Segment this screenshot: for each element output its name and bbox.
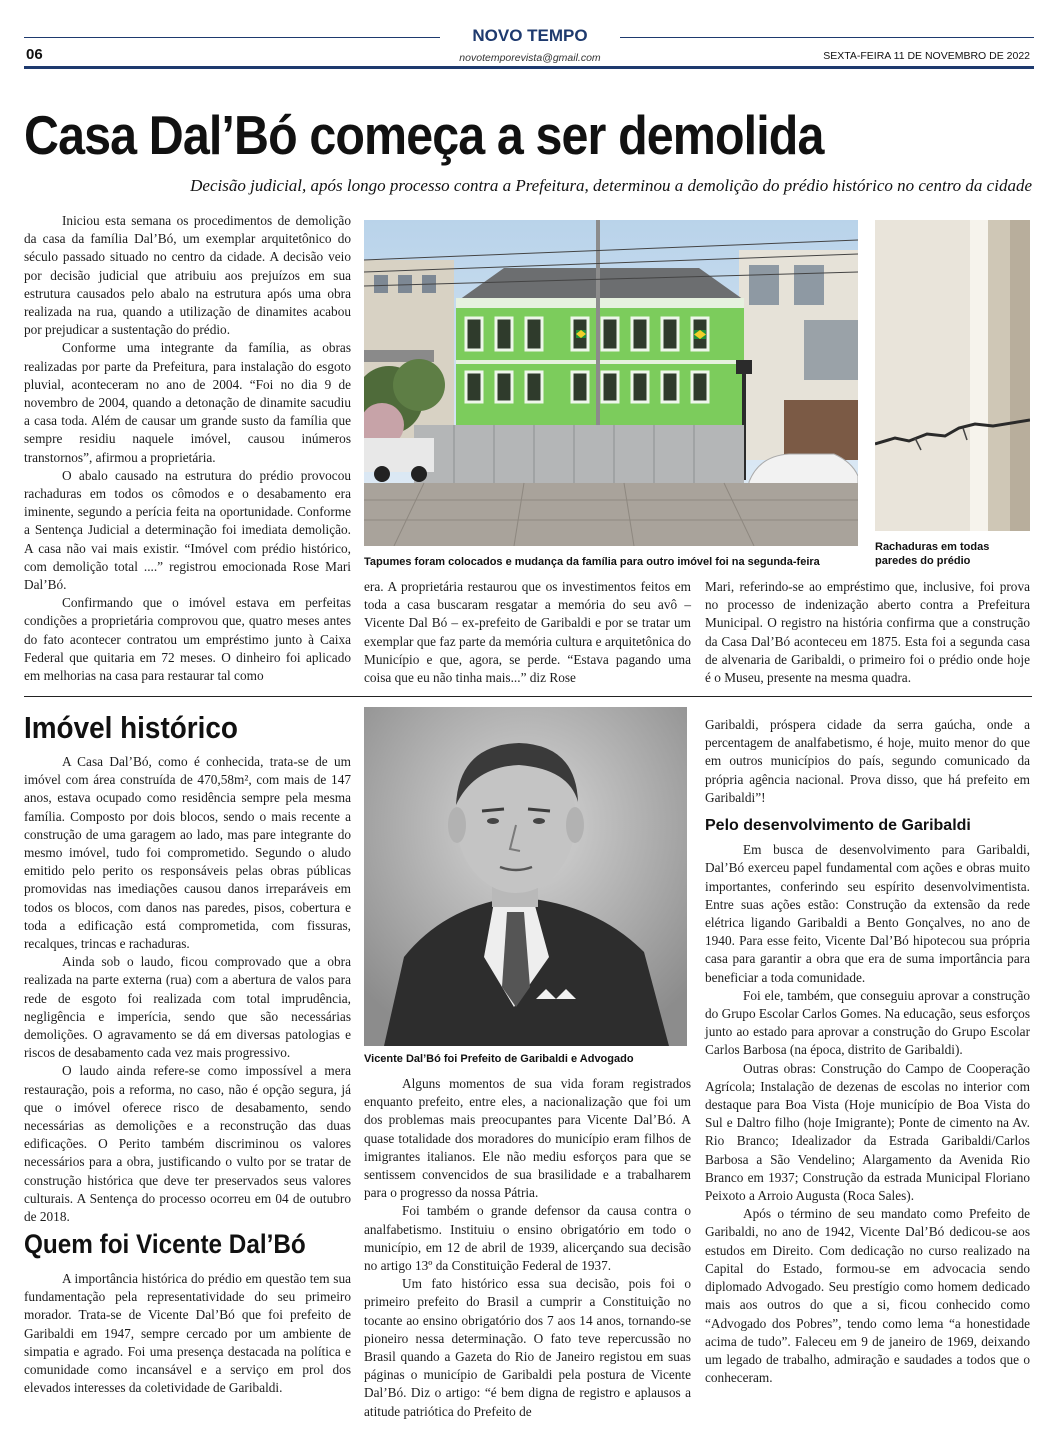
issue-date: SEXTA-FEIRA 11 DE NOVEMBRO DE 2022	[823, 50, 1030, 62]
article-paragraph: Outras obras: Construção do Campo de Cooperação Agrícola; Instalação de dezenas de escolas no interior com destaque para Boa Vista (Hoje município de Boa Vista do Sul e Daltro filho (hoje Imigrante); Ponte de cimento na Av. Rio Branco; Idealizador da Estrada Garibaldi/Carlos Barbosa a São Vendelino; Alargamento da Avenida Rio Branco em 1937; Construção da estrada Municipal Floriano Peixoto a Arroio Augusta (Roca Sales).	[705, 1060, 1030, 1204]
article-column-2	[364, 578, 691, 687]
article-paragraph: Garibaldi, próspera cidade da serra gaúcha, onde a percentagem de analfabetismo, é hoje, muito menor do que em outros municípios do país, segundo comunicado da própria agência nacional. Prova disso, que há prefeito em Garibaldi”!	[705, 717, 1030, 805]
portrait-caption: Vicente Dal’Bó foi Prefeito de Garibaldi e Advogado	[364, 1053, 634, 1065]
crack-photo	[875, 220, 1030, 531]
middle-column	[364, 1075, 691, 1421]
article-paragraph: Foi ele, também, que conseguiu aprovar a construção do Grupo Escolar Carlos Gomes. Na educação, seus esforços junto ao estado para aprovar a construção do Grupo Escolar Carlos Barbosa (na época, distrito de Garibaldi).	[705, 987, 1030, 1058]
subheading-desenvolvimento: Pelo desenvolvimento de Garibaldi	[705, 817, 971, 835]
article-paragraph: Alguns momentos de sua vida foram registrados enquanto prefeito, entre eles, a nacionalização que foi um dos problemas mais preocupantes para Vicente Dal’Bó. A quase totalidade dos moradores do município eram filhos de imigrantes italianos. Ele não mediu esforços para que se sentissem convencidos de sua brasilidade e a trabalharem para o progresso da nossa Pátria.	[364, 1076, 691, 1201]
article-paragraph: Em busca de desenvolvimento para Garibaldi, Dal’Bó exerceu papel fundamental com ações e obras muito importantes, conferindo seu espírito desenvolvimentista. Entre suas ações estão: Construção da extensão da rede elétrica ligando Garibaldi a Bento Gonçalves, no ano de 1940. Para esse feito, Vicente Dal’Bó hipotecou sua própria casa para garantir a obra que era de suma importância para beneficiar a toda comunidade.	[705, 842, 1030, 985]
article-paragraph: A importância histórica do prédio em questão tem sua fundamentação pela representatividade do seu primeiro morador. Trata-se de Vicente Dal’Bó que foi prefeito de Garibaldi em 1947, sempre cercado por um ambiente de simpatia e agrado. Foi uma presença destacada na política e comunidade como incansável e a serviço em prol dos elevados interesses da coletividade de Garibaldi.	[24, 1271, 351, 1396]
article-paragraph: Mari, referindo-se ao empréstimo que, inclusive, foi prova no processo de indenização aberto contra a Prefeitura Municipal. O registro na história confirma que a construção da Casa Dal’Bó aconteceu em 1875. Esta foi a segunda casa de alvenaria de Garibaldi, o primeiro foi o prédio onde hoje é o Museu, presente na mesma quadra.	[705, 579, 1030, 686]
article-paragraph: A Casa Dal’Bó, como é conhecida, trata-se de um imóvel com área construída de 470,58m², com mais de 147 anos, estava ocupado como residência sempre pela mesma família. Composto por dois blocos, sendo o mais recente a construção de uma garagem ao lado, mas pare integrante do mesmo imóvel, tudo foi comprometido. Segundo o aludo emitido pelo perito os responsáveis pelas obras públicas promovidas nas imediações causou danos irreparáveis em todos os blocos, com danos nas paredes, pisos, cobertura e toda a edificação está comprometida, com fissuras, recalques, trincas e rachaduras.	[24, 754, 351, 952]
right-column	[705, 716, 1030, 1387]
article-headline: Casa Dal’Bó começa a ser demolida	[24, 104, 824, 166]
quem-column	[24, 1270, 351, 1397]
article-paragraph: Confirmando que o imóvel estava em perfeitas condições a proprietária comprovou que, quatro meses antes do fato acontecer contratou um empréstimo junto à Caixa Federal que quitaria em 72 meses. O dinheiro foi aplicado em melhorias na casa para restaurar tal como	[24, 595, 351, 684]
section-divider	[24, 696, 1032, 697]
section-heading-imovel: Imóvel histórico	[24, 710, 238, 745]
article-column-1	[24, 212, 351, 685]
crack-photo-caption: Rachaduras em todas paredes do prédio	[875, 541, 990, 567]
house-photo-caption: Tapumes foram colocados e mudança da família para outro imóvel foi na segunda-feira	[364, 556, 820, 568]
article-paragraph: Um fato histórico essa sua decisão, pois foi o primeiro prefeito do Brasil a cumprir a Constituição no tocante ao ensino obrigatório dos 7 aos 14 anos, tornando-se pioneiro nessa determinação. O fato teve repercussão no Brasil quando a Gazeta do Rio de Janeiro registou em suas páginas o município de Garibaldi pela postura de Vicente Dal’Bó. Diz o artigo: “é bem digna de registro e aplausos a atitude patriótica do Prefeito de	[364, 1276, 691, 1419]
article-paragraph: era. A proprietária restaurou que os investimentos feitos em toda a casa buscaram resgatar a memória do seu avô – Vicente Dal Bó – ex-prefeito de Garibaldi e por se tratar um exemplar que faz parte da memória cultura e arquitetônica do Município e que, agora, se perde. “Estava pagando uma coisa que eu não tinha mais...” diz Rose	[364, 579, 691, 686]
imovel-column	[24, 753, 351, 1226]
article-paragraph: Iniciou esta semana os procedimentos de demolição da casa da família Dal’Bó, um exemplar arquitetônico do século passado situado no centro da cidade. A decisão veio por decisão judicial que atribuiu aos prejuízos em sua estrutura causados pelo abalo na estrutura após uma obra realizada na rua, quando a utilização de dinamites acabou por prejudicar a sustentação do prédio.	[24, 213, 351, 338]
header-rule-bottom	[24, 66, 1034, 69]
article-paragraph: Ainda sob o laudo, ficou comprovado que a obra realizada na parte externa (rua) com a abertura de valos para rede de esgoto foi realizada com total imprudência, negligência e imperícia, sendo que são necessárias demolições. O agravamento se dá em diversas patologias e riscos de desabamento cada vez mais progressivo.	[24, 954, 351, 1061]
article-paragraph: Conforme uma integrante da família, as obras realizadas por parte da Prefeitura, para instalação do esgoto pluvial, aconteceram no ano de 2004. “Foi no dia 9 de novembro de 2004, quando a detonação de dinamite sacudiu a casa toda. Além de causar um grande susto da família que sempre residiu naquele imóvel, causou inúmeros transtornos”, afirmou a proprietária.	[24, 340, 351, 465]
article-paragraph: O abalo causado na estrutura do prédio provocou rachaduras em todos os cômodos e o desabamento era iminente, segundo a perícia feita na oportunidade. Conforme a Sentença Judicial a determinação foi imediata demolição. A casa não vai mais existir. “Imóvel com prédio histórico, com demolição total ....” registrou emocionada Rose Mari Dal’Bó.	[24, 467, 351, 593]
house-photo	[364, 220, 858, 546]
article-paragraph: Foi também o grande defensor da causa contra o analfabetismo. Instituiu o ensino obrigatório em todo o município, em 12 de abril de 1939, alicerçando sua decisão no artigo 13º da Constituição Federal de 1937.	[364, 1203, 691, 1274]
page-number: 06	[26, 46, 43, 63]
publication-email[interactable]: novotemporevista@gmail.com	[459, 52, 601, 64]
article-deck: Decisão judicial, após longo processo contra a Prefeitura, determinou a demolição do prédio histórico no centro da cidade	[190, 176, 1032, 195]
section-heading-quem: Quem foi Vicente Dal’Bó	[24, 1229, 306, 1259]
publication-name: NOVO TEMPO	[440, 26, 620, 48]
article-paragraph: O laudo ainda refere-se como impossível a mera restauração, pois a reforma, no caso, não é opção segura, já que o imóvel oferece risco de desabamento, sendo necessárias as demolições e a reconstrução das duas edificações. O Perito também discriminou os valores necessários para a obra, justificando o vulto por se tratar de construção histórica que deve ter preservados seus valores culturais. A Sentença do processo ocorreu em 04 de outubro de 2018.	[24, 1063, 351, 1225]
portrait-photo	[364, 707, 687, 1046]
article-paragraph: Após o término de seu mandato como Prefeito de Garibaldi, no ano de 1942, Vicente Dal’Bó dedicou-se aos estudos em Direito. Com dedicação no curso realizado na Capital do Estado, formou-se em advocacia sendo diplomado Advogado. Seu prestígio como homem dedicado mais aos outros do que a si, ficou conhecido como “Advogado dos Pobres”, tendo como lema “a honestidade acima de tudo”. Faleceu em 9 de janeiro de 1969, deixando um legado de trabalho, admiração e saudades a todos que o conheceram.	[705, 1206, 1030, 1386]
article-column-3	[705, 578, 1030, 687]
